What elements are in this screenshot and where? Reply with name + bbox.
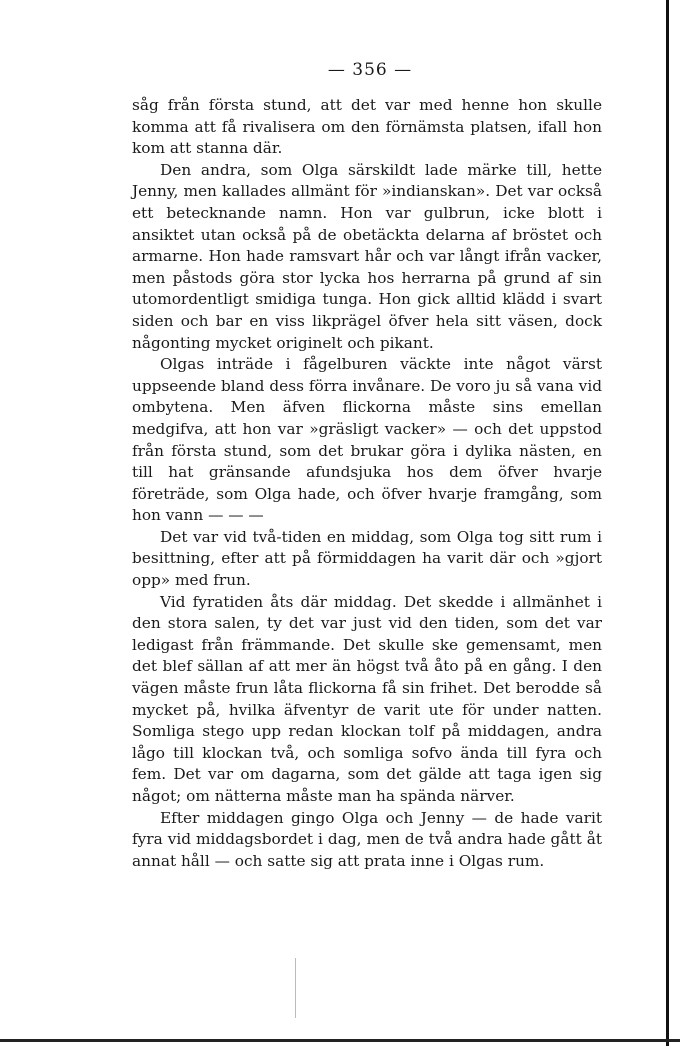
paragraph-2: Den andra, som Olga särskildt lade märke till, hette Jenny, men kallades allmänt för »indianskan». Det var också ett betecknande namn. Hon var gulbrun, icke blott i ansiktet utan också på de obetäckta delarna af bröstet och armarne. Hon hade ramsvart hår och var långt ifrån vacker, men påstods göra stor lycka hos herrarna på grund af sin utomordentligt smidiga tunga. Hon gick alltid klädd i svart siden och bar en viss likprägel öfver hela sitt väsen, dock någonting mycket originelt och pikant. (132, 160, 602, 352)
scan-fold-mark (295, 958, 296, 1018)
page-number: — 356 — (327, 60, 413, 80)
paragraph-1: såg från första stund, att det var med henne hon skulle komma att få rivalisera om den förnämsta platsen, ifall hon kom att stanna där. (132, 96, 602, 158)
paragraph-4: Det var vid två-tiden en middag, som Olga tog sitt rum i besittning, efter att på förmiddagen ha varit där och »gjort opp» med frun. (132, 527, 602, 590)
scan-right-border (666, 0, 669, 1046)
paragraph-5: Vid fyratiden åts där middag. Det skedde i allmänhet i den stora salen, ty det var just vid den tiden, som det var ledigast från främmande. Det skulle ske gemensamt, men det blef sällan af att mer än högst två åto på en gång. I den vägen måste frun låta flickorna få sin frihet. Det berodde så mycket på, hvilka äfventyr de varit ute för under natten. Somliga stego upp redan klockan tolf på middagen, andra lågo till klockan två, och somliga sofvo ända till fyra och fem. Det var om dagarna, som det gälde att taga igen sig något; om nätterna måste man ha spända närver. (132, 592, 602, 805)
body-text (132, 95, 602, 872)
paragraph-3: Olgas inträde i fågelburen väckte inte något värst uppseende bland dess förra invånare. De voro ju så vana vid ombytena. Men äfven flickorna måste sins emellan medgifva, att hon var »gräsligt vacker» — och det uppstod från första stund, som det brukar göra i dylika nästen, en till hat gränsande afundsjuka hos dem öfver hvarje företräde, som Olga hade, och öfver hvarje framgång, som hon vann — — — (132, 355, 602, 525)
scan-bottom-border (0, 1039, 680, 1042)
paragraph-6: Efter middagen gingo Olga och Jenny — de hade varit fyra vid middagsbordet i dag, men de två andra hade gått åt annat håll — och satte sig att prata inne i Olgas rum. (132, 808, 602, 870)
